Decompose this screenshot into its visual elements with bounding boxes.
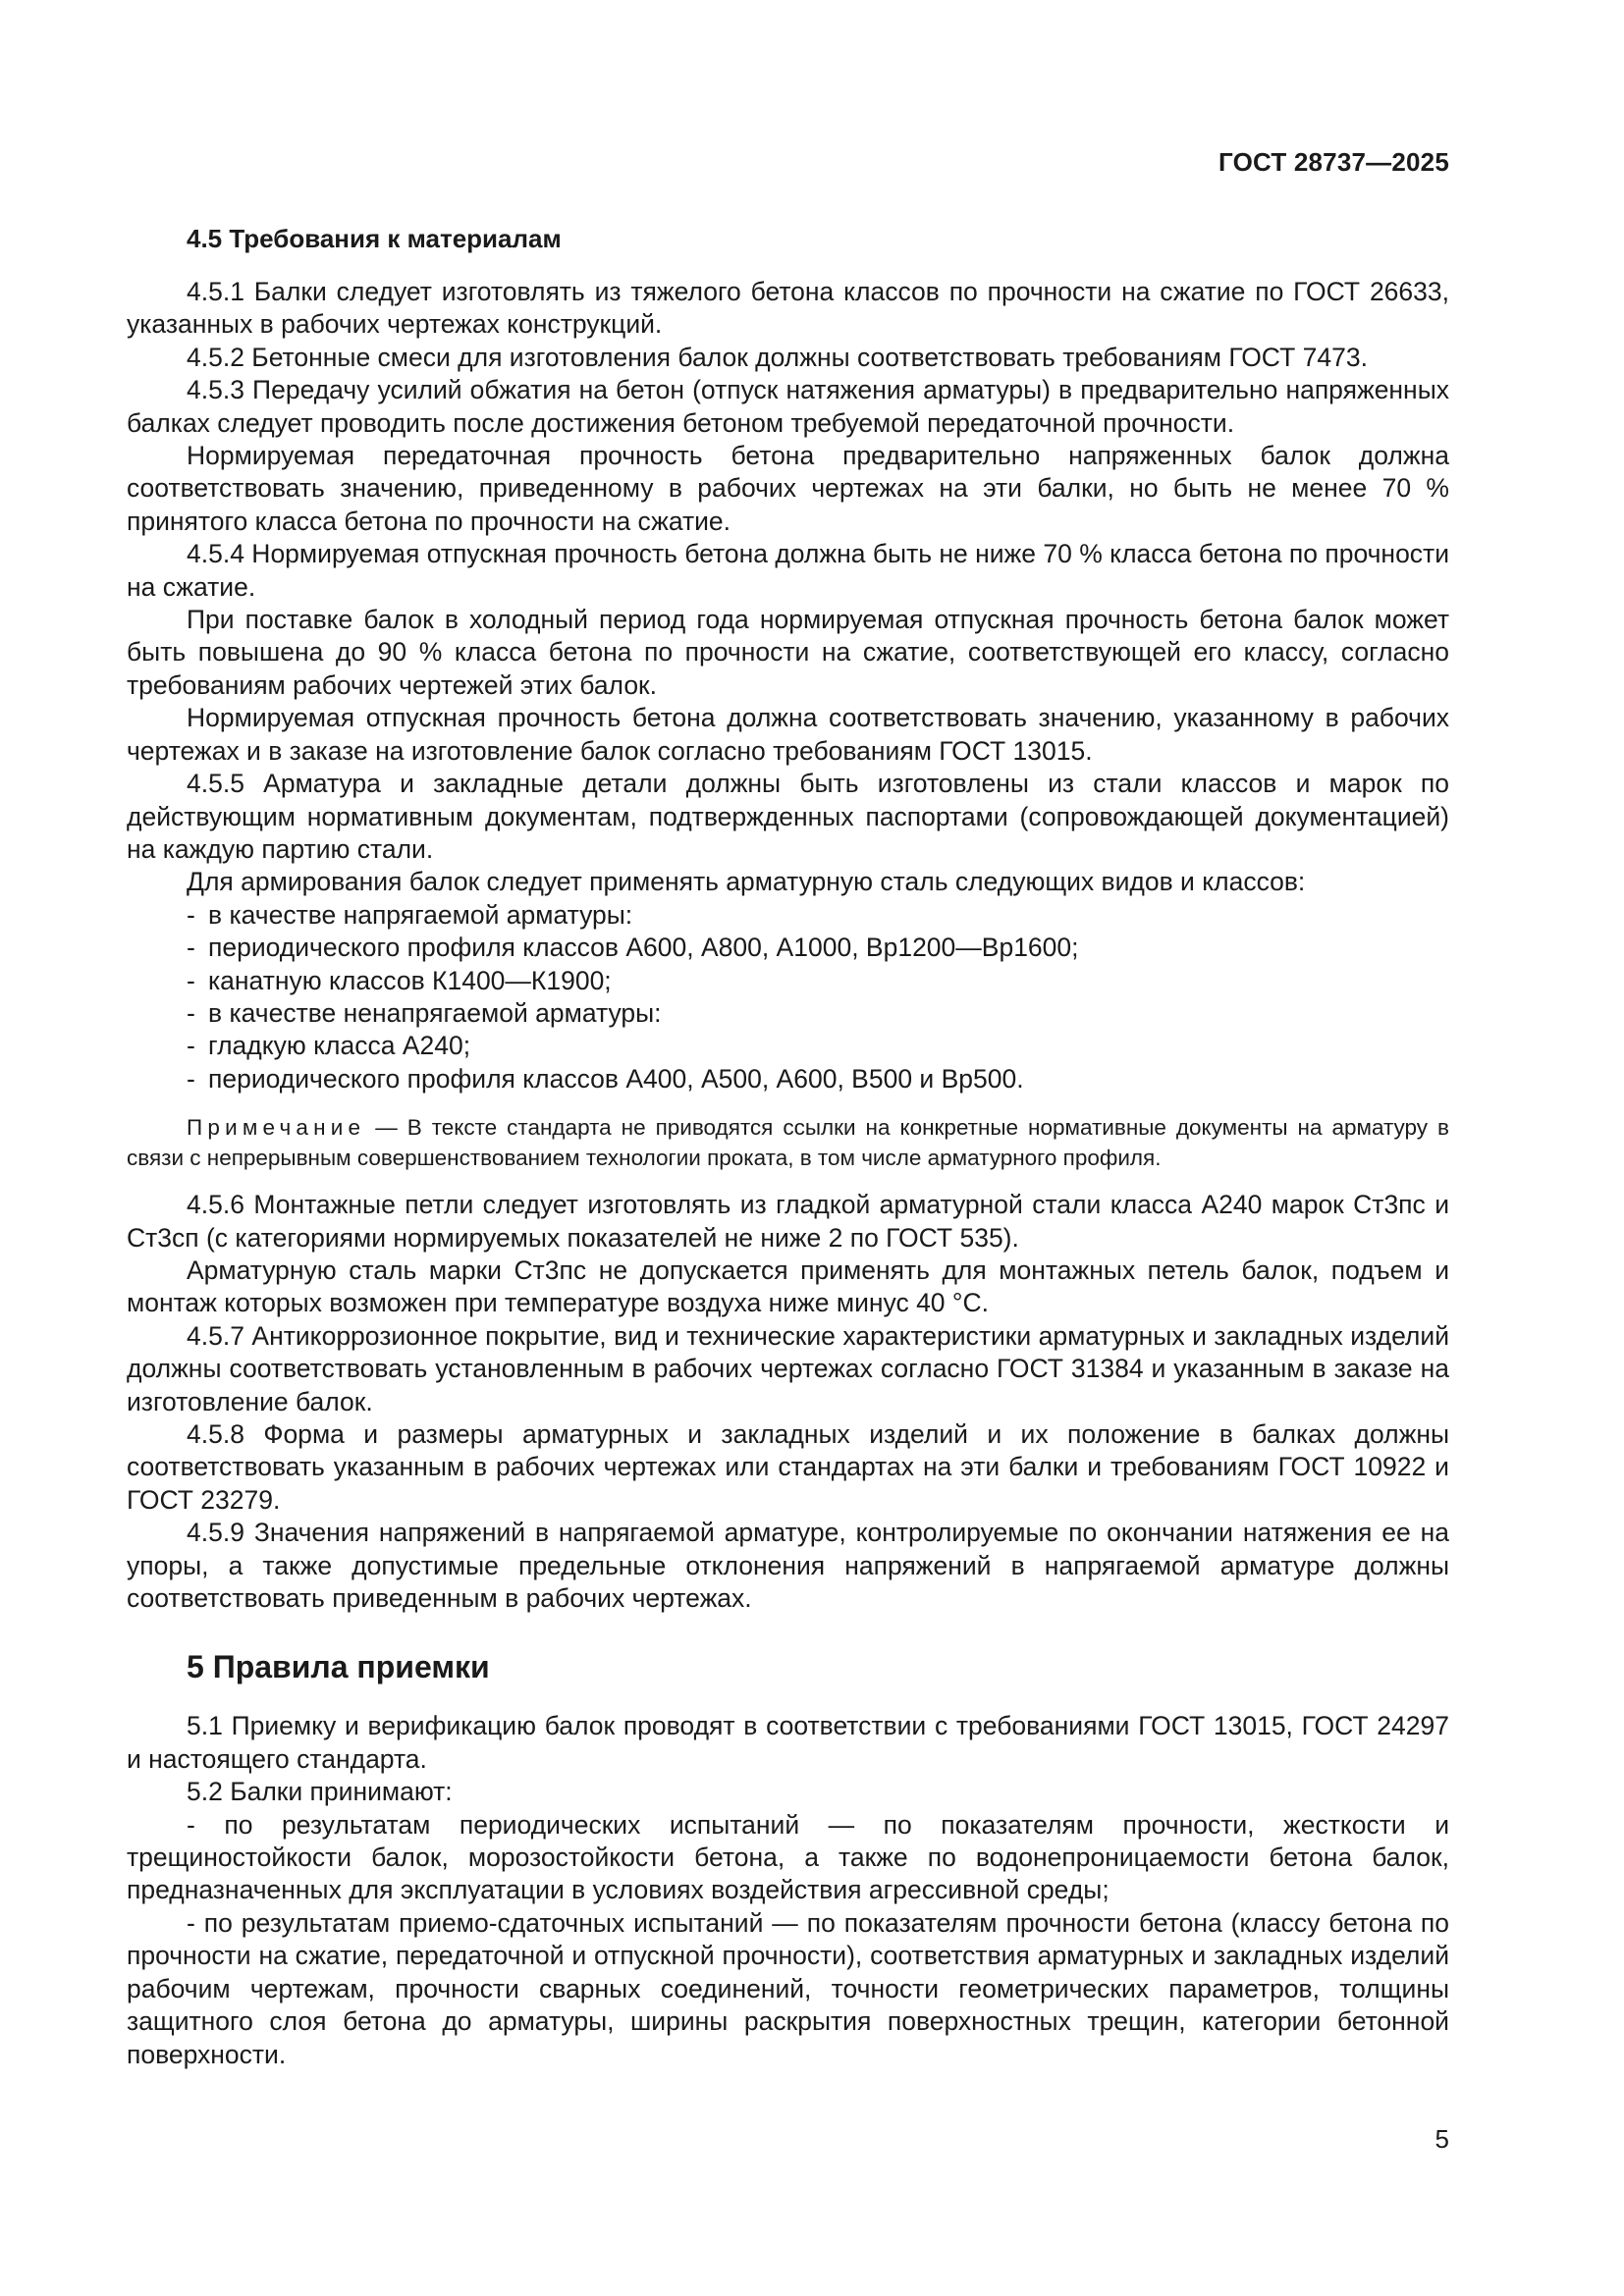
section-heading-5: 5 Правила приемки [187,1649,490,1685]
list-item: - периодического профиля классов А400, А500, А600, В500 и Вр500. [187,1063,1024,1094]
paragraph-release-strength: Нормируемая отпускная прочность бетона должна соответствовать значению, указанному в рабочих чертежах и в заказе на изготовление балок согласно требованиям ГОСТ 13015. [127,703,1449,766]
note-block [127,1112,1449,1173]
list-item: - периодического профиля классов А600, А800, А1000, Вр1200—Вр1600; [187,933,1079,963]
list-item-text: гладкую класса А240; [208,1031,471,1061]
paragraph-transfer-strength: Нормируемая передаточная прочность бетона предварительно напряженных балок должна соответствовать значению, приведенному в рабочих чертежах на эти балки, но быть не менее 70 % принятого класса бетона по прочности на сжатие. [127,441,1449,536]
page-number: 5 [1435,2124,1449,2154]
list-item-text: канатную классов К1400—К1900; [208,965,612,995]
list-item: - в качестве ненапрягаемой арматуры: [187,997,662,1028]
paragraph-cold-period: При поставке балок в холодный период года нормируемая отпускная прочность бетона балок может быть повышена до 90 % класса бетона по прочности на сжатие, соответствующей его классу, согласно требованиям рабочих чертежей этих балок. [127,605,1449,700]
list-item-text: в качестве ненапрягаемой арматуры: [208,997,662,1028]
paragraph-5-1: 5.1 Приемку и верификацию балок проводят в соответствии с требованиями ГОСТ 13015, ГОСТ 24297 и настоящего стандарта. [127,1711,1449,1774]
document-code: ГОСТ 28737—2025 [1218,147,1449,177]
paragraph-4-5-6: 4.5.6 Монтажные петли следует изготовлять из гладкой арматурной стали класса А240 марок Ст3пс и Ст3сп (с категориями нормируемых показателей не ниже 2 по ГОСТ 535). [127,1190,1449,1253]
paragraph-4-5-9: 4.5.9 Значения напряжений в напрягаемой арматуре, контролируемые по окончании натяжения ее на упоры, а также допустимые предельные отклонения напряжений в напрягаемой арматуре должны соответствовать приведенным в рабочих чертежах. [127,1518,1449,1614]
paragraph-periodic-tests: - по результатам периодических испытаний — по показателям прочности, жесткости и трещиностойкости балок, морозостойкости бетона, а также по водонепроницаемости бетона балок, предназначенных для эксплуатации в условиях воздействия агрессивной среды; [127,1809,1449,1905]
paragraph-4-5-8: 4.5.8 Форма и размеры арматурных и закладных изделий и их положение в балках должны соответствовать указанным в рабочих чертежах или стандартах на эти балки и требованиям ГОСТ 10922 и ГОСТ 23279. [127,1419,1449,1515]
paragraph-4-5-1: 4.5.1 Балки следует изготовлять из тяжелого бетона классов по прочности на сжатие по ГОСТ 26633, указанных в рабочих чертежах конструкций. [127,277,1449,340]
paragraph-4-5-5: 4.5.5 Арматура и закладные детали должны быть изготовлены из стали классов и марок по действующим нормативным документам, подтвержденных паспортами (сопровождающей документацией) на каждую партию стали. [127,769,1449,864]
paragraph-4-5-7: 4.5.7 Антикоррозионное покрытие, вид и технические характеристики арматурных и закладных изделий должны соответствовать установленным в рабочих чертежах согласно ГОСТ 31384 и указанным в заказе на изготовление балок. [127,1320,1449,1416]
paragraph-acceptance-tests: - по результатам приемо-сдаточных испытаний — по показателям прочности бетона (классу бетона по прочности на сжатие, передаточной и отпускной прочности), соответствия арматурных и закладных изделий рабочим чертежам, прочности сварных соединений, точности геометрических параметров, толщины защитного слоя бетона до арматуры, ширины раскрытия поверхностных трещин, категории бетонной поверхности. [127,1907,1449,2069]
list-item: - канатную классов К1400—К1900; [187,965,612,995]
paragraph-4-5-2: 4.5.2 Бетонные смеси для изготовления балок должны соответствовать требованиям ГОСТ 7473. [187,342,1368,372]
paragraph-st3ps-restriction: Арматурную сталь марки Ст3пс не допускается применять для монтажных петель балок, подъем и монтаж которых возможен при температуре воздуха ниже минус 40 °С. [127,1255,1449,1318]
list-item-text: периодического профиля классов А400, А500, А600, В500 и Вр500. [208,1063,1024,1094]
list-item-text: в качестве напрягаемой арматуры: [208,899,633,930]
list-item-text: периодического профиля классов А600, А800, А1000, Вр1200—Вр1600; [208,933,1079,963]
paragraph-4-5-3: 4.5.3 Передачу усилий обжатия на бетон (отпуск натяжения арматуры) в предварительно напряженных балках следует проводить после достижения бетоном требуемой передаточной прочности. [127,375,1449,438]
list-item: - гладкую класса А240; [187,1031,471,1061]
page-content [127,222,1449,2071]
subsection-heading-4-5: 4.5 Требования к материалам [187,224,562,253]
paragraph-reinforcement-intro: Для армирования балок следует применять арматурную сталь следующих видов и классов: [187,867,1306,897]
paragraph-5-2: 5.2 Балки принимают: [187,1777,453,1807]
note-text: — В тексте стандарта не приводятся ссылки на конкретные нормативные документы на арматуру в связи с непрерывным совершенствованием технологии проката, в том числе арматурного профиля. [127,1115,1449,1171]
list-item: - в качестве напрягаемой арматуры: [187,899,633,930]
paragraph-4-5-4: 4.5.4 Нормируемая отпускная прочность бетона должна быть не ниже 70 % класса бетона по прочности на сжатие. [127,539,1449,602]
note-label: Примечание [187,1115,366,1141]
